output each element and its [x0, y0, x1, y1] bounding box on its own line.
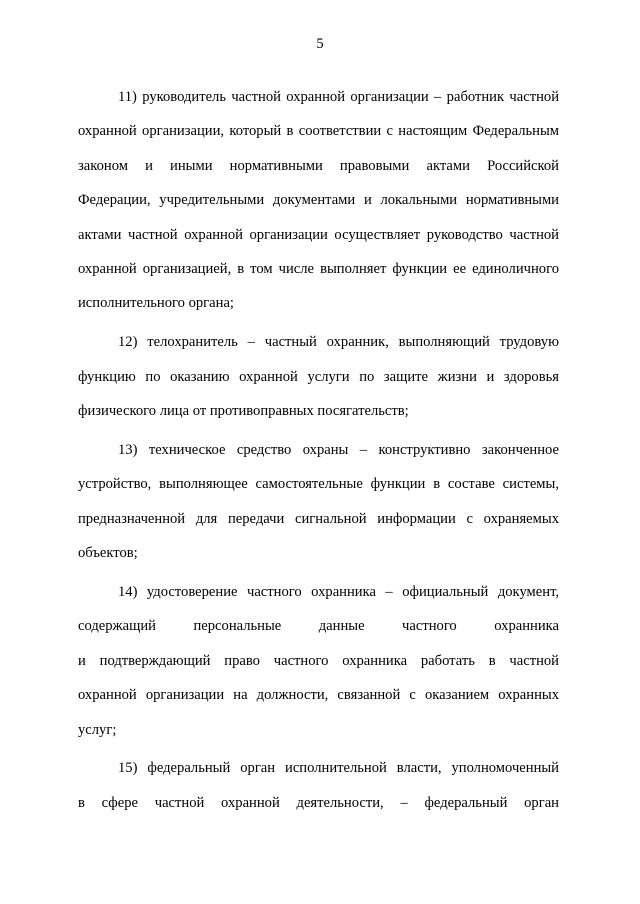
text-line: 13) техническое средство охраны – конструктивно законченное	[118, 441, 559, 458]
text-line: охранной организации на должности, связанной с оказанием охранных	[78, 687, 559, 704]
text-line: функцию по оказанию охранной услуги по защите жизни и здоровья	[78, 368, 559, 385]
text-line: объектов;	[78, 545, 138, 562]
document-body	[78, 80, 559, 825]
text-line: услуг;	[78, 721, 117, 738]
paragraph	[78, 325, 559, 428]
paragraph	[78, 433, 559, 571]
text-line: Федерации, учредительными документами и локальными нормативными	[78, 192, 559, 209]
text-line: в сфере частной охранной деятельности, – федеральный орган	[78, 794, 559, 811]
text-line: 11) руководитель частной охранной организации – работник частной	[118, 89, 559, 105]
text-line: охранной организации, который в соответствии с настоящим Федеральным	[78, 123, 559, 140]
text-line: и подтверждающий право частного охранника работать в частной	[78, 652, 559, 669]
text-line: исполнительного органа;	[78, 295, 234, 312]
text-line: охранной организацией, в том числе выполняет функции ее единоличного	[78, 260, 559, 277]
paragraph	[78, 751, 559, 820]
page-number: 5	[316, 36, 324, 52]
paragraph	[78, 575, 559, 747]
paragraph	[78, 80, 559, 321]
text-line: физического лица от противоправных посягательств;	[78, 403, 409, 420]
text-line: 12) телохранитель – частный охранник, выполняющий трудовую	[118, 334, 559, 351]
text-line: предназначенной для передачи сигнальной информации с охраняемых	[78, 510, 559, 527]
text-line: 15) федеральный орган исполнительной власти, уполномоченный	[118, 760, 559, 777]
text-line: 14) удостоверение частного охранника – официальный документ,	[118, 583, 559, 600]
text-line: законом и иными нормативными правовыми актами Российской	[78, 157, 559, 174]
text-line: актами частной охранной организации осуществляет руководство частной	[78, 226, 559, 243]
text-line: содержащий персональные данные частного охранника	[78, 618, 559, 635]
text-line: устройство, выполняющее самостоятельные функции в составе системы,	[78, 476, 559, 493]
